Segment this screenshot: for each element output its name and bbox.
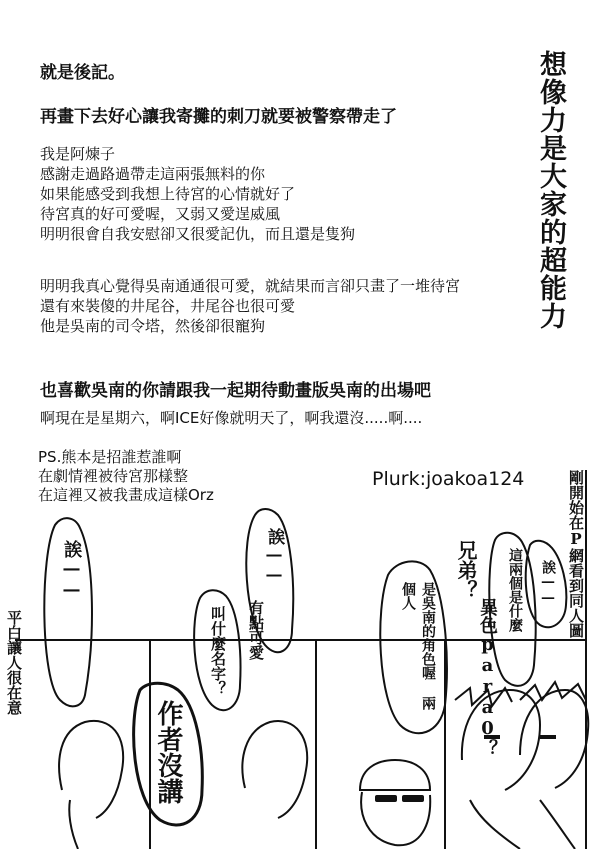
character-shoulder-4a bbox=[470, 800, 520, 849]
character-glasses-3b bbox=[402, 795, 424, 802]
panel4-bubble-d-text: 誒—— bbox=[540, 560, 556, 606]
character-cap-3 bbox=[360, 760, 430, 790]
panel3-bubble-text: 是吳南的角色喔 兩個人 bbox=[400, 582, 436, 710]
panel2-bubble-b-text: 有點可愛 bbox=[247, 600, 265, 660]
ps-line-2: 在劇情裡被待宮那樣整 bbox=[38, 467, 189, 485]
text-line-3: 感謝走過路過帶走這兩張無料的你 bbox=[40, 165, 266, 183]
text-line-1: 再畫下去好心讓我寄攤的刺刀就要被警察帶走了 bbox=[40, 107, 397, 127]
panel4-bubble-c-text: 異色para0？ bbox=[477, 598, 498, 757]
character-body-1 bbox=[69, 800, 78, 849]
text-line-4: 如果能感受到我想上待宮的心情就好了 bbox=[40, 185, 296, 203]
character-head-2 bbox=[242, 721, 307, 818]
character-eye-4b bbox=[540, 735, 556, 739]
text-line-6: 明明很會自我安慰卻又很愛記仇，而且還是隻狗 bbox=[40, 225, 356, 243]
header-line: 就是後記。 bbox=[40, 63, 125, 83]
character-glasses-3a bbox=[375, 795, 397, 802]
text-line-5: 待宮真的好可愛喔，又弱又愛逞威風 bbox=[40, 205, 281, 223]
text-line-11: 啊現在是星期六，啊ICE好像就明天了，啊我還沒.....啊.... bbox=[40, 409, 423, 427]
vertical-title: 想像力是大家的超能力 bbox=[535, 50, 566, 330]
text-line-9: 他是吳南的司令塔，然後卻很寵狗 bbox=[40, 317, 266, 335]
text-line-8: 還有來裝傻的井尾谷，井尾谷也很可愛 bbox=[40, 297, 296, 315]
ps-line-3: 在這裡又被我畫成這樣Orz bbox=[38, 486, 214, 504]
text-line-2: 我是阿煉子 bbox=[40, 145, 116, 163]
panel2-shout-text: 作者沒講 bbox=[153, 700, 183, 804]
panel2-bubble-a-text: 誒—— bbox=[264, 528, 284, 585]
panel1-bubble-text: 誒—— bbox=[61, 540, 82, 600]
ps-line-1: PS.熊本是招誰惹誰啊 bbox=[38, 448, 182, 466]
plurk-handle: Plurk:joakoa124 bbox=[372, 468, 525, 490]
text-line-10: 也喜歡吳南的你請跟我一起期待動畫版吳南的出場吧 bbox=[40, 381, 431, 401]
text-line-7: 明明我真心覺得吳南通通很可愛，就結果而言卻只畫了一堆待宮 bbox=[40, 277, 461, 295]
panel1-side-caption: 平白讓人很在意 bbox=[5, 610, 23, 715]
panel4-bubble-a-text: 這兩個是什麼 bbox=[507, 548, 523, 632]
panel2-bubble-c-text: 叫什麼名字？ bbox=[209, 606, 227, 696]
panel4-side-caption: 剛開始在P網看到同人圖 bbox=[567, 470, 585, 638]
character-shoulder-4b bbox=[540, 800, 575, 849]
panel4-bubble-b-text: 兄弟？ bbox=[454, 540, 478, 600]
